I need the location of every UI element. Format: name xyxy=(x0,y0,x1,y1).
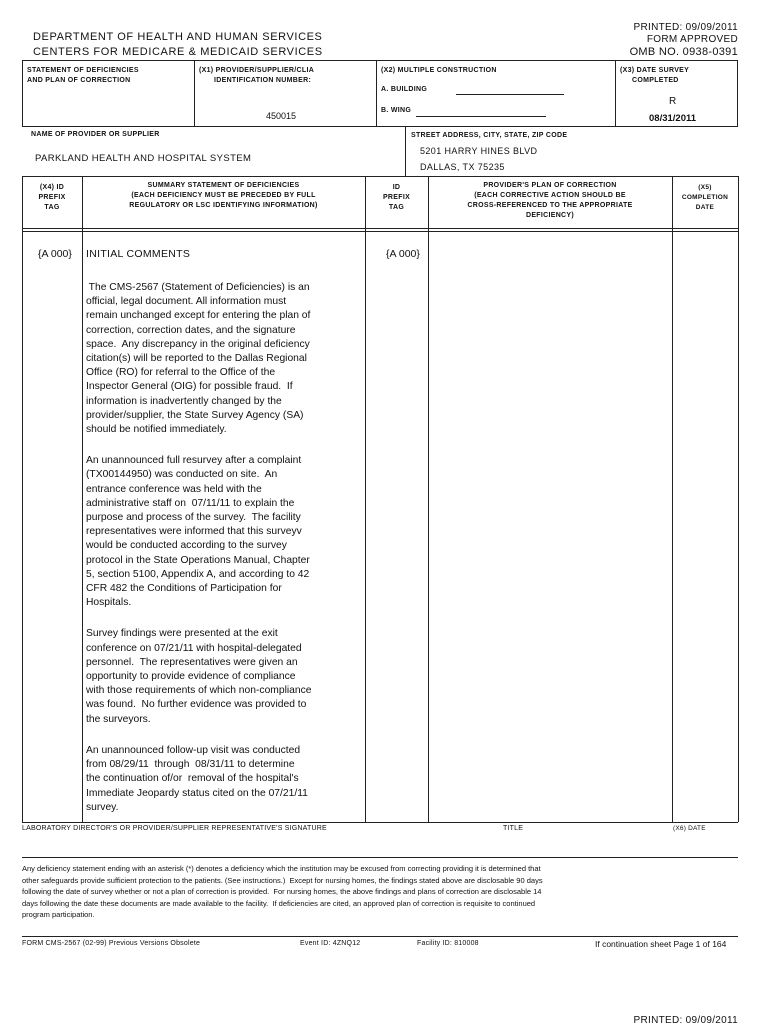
notice-line: Any deficiency statement ending with an asterisk (*) denotes a deficiency which the institution may be excused from correcting providing it is determined that xyxy=(22,864,541,873)
next-page-printed-date: PRINTED: 09/09/2011 xyxy=(633,1015,738,1026)
narrative-line: provider/supplier, the State Survey Agency (SA) xyxy=(86,409,304,421)
narrative-line: information is inadvertently changed by the xyxy=(86,395,282,407)
left-prefix-tag: {A 000} xyxy=(38,248,72,260)
x1-label: (X1) PROVIDER/SUPPLIER/CLIA IDENTIFICATION NUMBER: xyxy=(199,67,315,84)
paragraph-cms2567 xyxy=(86,281,362,437)
x2-wing-label: B. WING xyxy=(381,107,412,114)
narrative-line: Hospitals. xyxy=(86,597,132,609)
x4-prefix-header: (X4) ID PREFIX TAG xyxy=(38,184,66,211)
completion-date-header: (X5) COMPLETION DATE xyxy=(681,184,729,211)
paragraph-follow-up xyxy=(86,744,362,815)
survey-r-mark: R xyxy=(669,96,677,107)
narrative-line: was found. No further evidence was provided to xyxy=(86,699,307,711)
address-label: STREET ADDRESS, CITY, STATE, ZIP CODE xyxy=(411,132,568,139)
agency-line-2: CENTERS FOR MEDICARE & MEDICAID SERVICES xyxy=(33,46,323,58)
narrative-line: citation(s) will be reported to the Dallas Regional xyxy=(86,353,307,365)
x2-label: (X2) MULTIPLE CONSTRUCTION xyxy=(381,67,497,74)
narrative-line: with those requirements of which non-compliance xyxy=(86,685,312,697)
narrative-line: from 08/29/11 through 08/31/11 to determine xyxy=(86,759,295,771)
printed-date: PRINTED: 09/09/2011 xyxy=(633,22,738,33)
narrative-line: space. Any discrepancy in the original deficiency xyxy=(86,338,310,350)
narrative-line: conference on 07/21/11 with hospital-delegated xyxy=(86,642,302,654)
narrative-line: administrative staff on 07/11/11 to explain the xyxy=(86,497,295,509)
narrative-line: should be notified immediately. xyxy=(86,424,227,436)
narrative-line: survey. xyxy=(86,801,119,813)
provider-id-number: 450015 xyxy=(266,111,297,121)
form-approved: FORM APPROVED xyxy=(646,34,738,45)
omb-number: OMB NO. 0938-0391 xyxy=(629,46,738,58)
narrative-line: protocol in the State Operations Manual, Chapter xyxy=(86,554,310,566)
narrative-line: Survey findings were presented at the exit xyxy=(86,628,278,640)
narrative-line: purpose and process of the survey. The facility xyxy=(86,512,301,524)
narrative-line: Office (RO) for referral to the Office of the xyxy=(86,367,276,379)
narrative-line: Inspector General (OIG) for possible fraud. If xyxy=(86,381,293,393)
x3-label: (X3) DATE SURVEY COMPLETED xyxy=(620,67,690,84)
narrative-line: entrance conference was held with the xyxy=(86,483,262,495)
narrative-line: CFR 482 the Conditions of Participation for xyxy=(86,583,282,595)
deficiency-narrative xyxy=(86,281,362,832)
title-label: TITLE xyxy=(503,825,524,832)
narrative-line: the continuation of/or removal of the hospital's xyxy=(86,773,299,785)
provider-name-label: NAME OF PROVIDER OR SUPPLIER xyxy=(31,131,160,138)
narrative-line: the surveyors. xyxy=(86,713,151,725)
narrative-line: representatives were informed that this surveyv xyxy=(86,526,302,538)
paragraph-resurvey xyxy=(86,454,362,610)
plan-of-correction-header: PROVIDER'S PLAN OF CORRECTION (EACH CORRECTIVE ACTION SHOULD BE CROSS-REFERENCED TO THE APPROPRIATE DEFICIENCY) xyxy=(467,182,633,219)
survey-completed-date: 08/31/2011 xyxy=(649,113,697,124)
narrative-line: The CMS-2567 (Statement of Deficiencies) is an xyxy=(86,282,310,293)
agency-line-1: DEPARTMENT OF HEALTH AND HUMAN SERVICES xyxy=(33,31,323,43)
statement-label: STATEMENT OF DEFICIENCIES AND PLAN OF CORRECTION xyxy=(27,67,139,84)
form-number: FORM CMS-2567 (02-99) Previous Versions Obsolete xyxy=(22,940,201,947)
signature-label: LABORATORY DIRECTOR'S OR PROVIDER/SUPPLIER REPRESENTATIVE'S SIGNATURE xyxy=(22,825,327,832)
building-blank xyxy=(456,94,564,95)
section-heading: INITIAL COMMENTS xyxy=(86,248,191,260)
narrative-line: correction, correction dates, and the signature xyxy=(86,324,296,336)
narrative-line: (TX00144950) was conducted on site. An xyxy=(86,469,278,481)
narrative-line: remain unchanged except for entering the plan of xyxy=(86,310,311,322)
wing-blank xyxy=(416,116,546,117)
provider-name: PARKLAND HEALTH AND HOSPITAL SYSTEM xyxy=(35,153,252,164)
paragraph-exit-conference xyxy=(86,627,362,726)
notice-line: following the date of survey whether or not a plan of correction is provided. For nursing homes, the above findings and plans of correction are disclosable 14 xyxy=(22,887,542,896)
narrative-line: An unannounced follow-up visit was conducted xyxy=(86,744,301,756)
narrative-line: An unannounced full resurvey after a complaint xyxy=(86,455,302,467)
narrative-line: Immediate Jeopardy status cited on the 07/21/11 xyxy=(86,787,308,799)
notice-line: other safeguards provide sufficient protection to the patients. (See instructions.) Except for nursing homes, the findings stated above are disclosable 90 days xyxy=(22,875,543,885)
summary-header: SUMMARY STATEMENT OF DEFICIENCIES (EACH DEFICIENCY MUST BE PRECEDED BY FULL REGULATORY OR LSC IDENTIFYING INFORMATION) xyxy=(129,182,318,209)
narrative-line: official, legal document. All information must xyxy=(86,296,287,308)
city-state-zip: DALLAS, TX 75235 xyxy=(420,162,505,172)
narrative-line: personnel. The representatives were given an xyxy=(86,656,298,668)
disclosure-notice xyxy=(22,863,738,921)
x2-building-label: A. BUILDING xyxy=(381,86,428,93)
narrative-line: would be conducted according to the survey xyxy=(86,540,287,552)
right-prefix-tag: {A 000} xyxy=(386,248,420,260)
id-prefix-header: ID PREFIX TAG xyxy=(382,184,411,211)
x6-date-label: (X6) DATE xyxy=(673,825,706,832)
notice-line: days following the date these documents are made available to the facility. If deficiencies are cited, an approved plan of correction is requisite to continued xyxy=(22,898,536,908)
street-address: 5201 HARRY HINES BLVD xyxy=(420,146,538,156)
narrative-line: opportunity to provide evidence of compliance xyxy=(86,671,296,683)
facility-id: Facility ID: 810008 xyxy=(417,940,479,947)
page-number: If continuation sheet Page 1 of 164 xyxy=(595,939,727,949)
narrative-line: 5, section 5100, Appendix A, and according to 42 xyxy=(86,568,310,580)
event-id: Event ID: 4ZNQ12 xyxy=(300,940,361,947)
notice-line: program participation. xyxy=(22,910,95,919)
